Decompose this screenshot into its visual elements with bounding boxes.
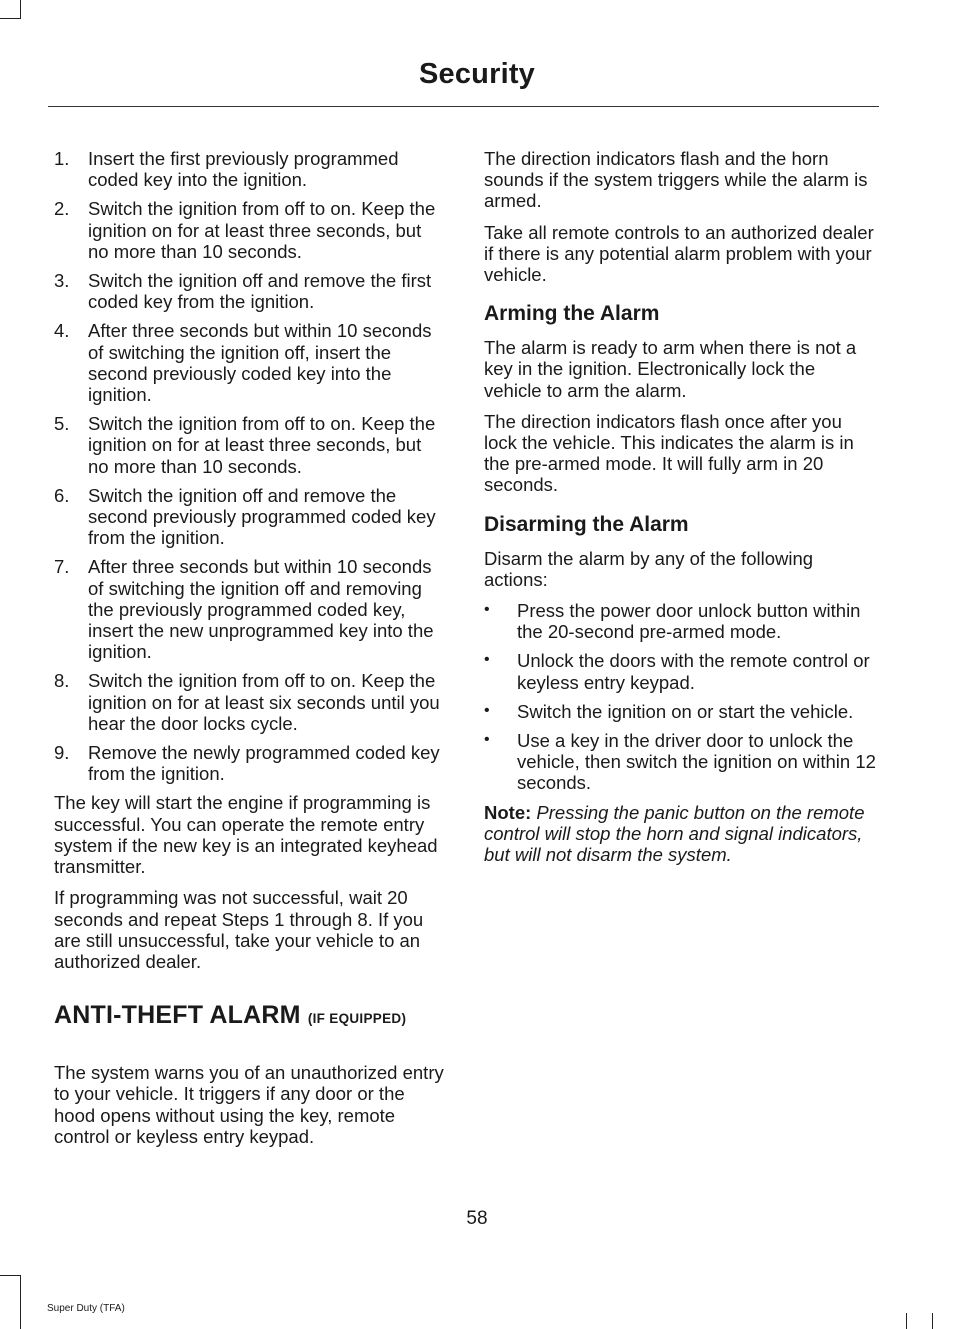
crop-mark (20, 0, 21, 19)
body-paragraph: The direction indicators flash and the horn sounds if the system triggers while the alarm is armed. (484, 148, 868, 212)
note (484, 802, 876, 866)
page-number: 58 (466, 1208, 488, 1229)
step-item (54, 270, 444, 312)
bullet-icon: • (484, 701, 490, 719)
step-item (54, 320, 444, 405)
step-text: Switch the ignition off and remove the second previously programmed coded key from the ignition. (88, 484, 436, 549)
list-item-text: Press the power door unlock button within the 20-second pre-armed mode. (517, 600, 861, 643)
step-text: Switch the ignition from off to on. Keep the ignition on for at least six seconds until you hear the door locks cycle. (88, 670, 440, 734)
body-paragraph: The system warns you of an unauthorized entry to your vehicle. It triggers if any door or the hood opens without using the key, remote control or keyless entry keypad. (54, 1062, 444, 1147)
body-paragraph: The alarm is ready to arm when there is not a key in the ignition. Electronically lock the vehicle to arm the alarm. (484, 337, 857, 401)
list-item-text: Use a key in the driver door to unlock the vehicle, then switch the ignition on within 12 seconds. (517, 730, 876, 794)
crop-mark (932, 1313, 933, 1329)
footer-doc-id: Super Duty (TFA) (47, 1303, 125, 1314)
step-text: Remove the newly programmed coded key from the ignition. (88, 742, 440, 785)
bullet-icon: • (484, 651, 490, 669)
list-item (484, 730, 876, 794)
left-column (54, 148, 444, 1157)
step-text: Insert the first previously programmed coded key into the ignition. (88, 148, 399, 191)
list-item-text: Switch the ignition on or start the vehicle. (517, 700, 854, 722)
body-paragraph: Disarm the alarm by any of the following actions: (484, 547, 814, 590)
crop-mark (20, 1275, 21, 1329)
step-text: Switch the ignition from off to on. Keep the ignition on for at least three seconds, but no more than 10 seconds. (88, 198, 436, 262)
step-item (54, 742, 444, 784)
step-text: After three seconds but within 10 seconds of switching the ignition off, insert the second previously coded key into the ignition. (88, 320, 432, 406)
disarm-actions-list (484, 600, 876, 794)
note-label: Note: (484, 801, 532, 823)
bullet-icon: • (484, 601, 490, 619)
programming-steps (54, 148, 444, 784)
step-number: 7. (54, 556, 70, 578)
step-text: After three seconds but within 10 seconds of switching the ignition off and removing the previously programmed coded key, insert the new unprogrammed key into the ignition. (88, 556, 434, 663)
bullet-icon: • (484, 731, 490, 749)
list-item (484, 650, 876, 692)
body-paragraph: The key will start the engine if programming is successful. You can operate the remote entry system if the new key is an integrated keyhead transmitter. (54, 792, 438, 878)
crop-mark (0, 18, 20, 19)
step-text: Switch the ignition from off to on. Keep the ignition on for at least three seconds, but no more than 10 seconds. (88, 413, 436, 477)
step-number: 6. (54, 484, 70, 506)
list-item (484, 701, 876, 722)
step-number: 8. (54, 670, 70, 692)
note-text: Pressing the panic button on the remote control will stop the horn and signal indicators, but will not disarm the system. (484, 801, 865, 866)
step-item (54, 148, 444, 190)
body-paragraph: If programming was not successful, wait 20 seconds and repeat Steps 1 through 8. If you are still unsuccessful, take your vehicle to an authorized dealer. (54, 887, 424, 972)
body-paragraph: Take all remote controls to an authorized dealer if there is any potential alarm problem with your vehicle. (484, 221, 874, 286)
body-paragraph: The direction indicators flash once after you lock the vehicle. This indicates the alarm is in the pre-armed mode. It will fully arm in 20 seconds. (484, 410, 854, 496)
step-number: 1. (54, 148, 70, 169)
step-item (54, 556, 444, 662)
step-number: 3. (54, 270, 70, 292)
step-item (54, 413, 444, 477)
section-qualifier: (IF EQUIPPED) (307, 1011, 407, 1027)
list-item (484, 600, 876, 642)
section-heading-text: ANTI-THEFT ALARM (54, 1001, 301, 1030)
step-item (54, 670, 444, 734)
header-rule (48, 106, 879, 107)
step-text: Switch the ignition off and remove the first coded key from the ignition. (88, 270, 432, 313)
subheading-disarming: Disarming the Alarm (484, 512, 689, 536)
step-number: 4. (54, 320, 70, 342)
list-item-text: Unlock the doors with the remote control or keyless entry keypad. (517, 650, 870, 693)
section-heading (54, 1000, 444, 1034)
crop-mark (0, 1275, 20, 1276)
step-number: 5. (54, 413, 70, 435)
step-item (54, 198, 444, 262)
crop-mark (906, 1313, 907, 1329)
right-column (484, 148, 876, 875)
step-number: 9. (54, 742, 70, 764)
step-number: 2. (54, 198, 70, 220)
subheading-arming: Arming the Alarm (484, 302, 660, 326)
page-title: Security (418, 58, 536, 90)
step-item (54, 485, 444, 549)
